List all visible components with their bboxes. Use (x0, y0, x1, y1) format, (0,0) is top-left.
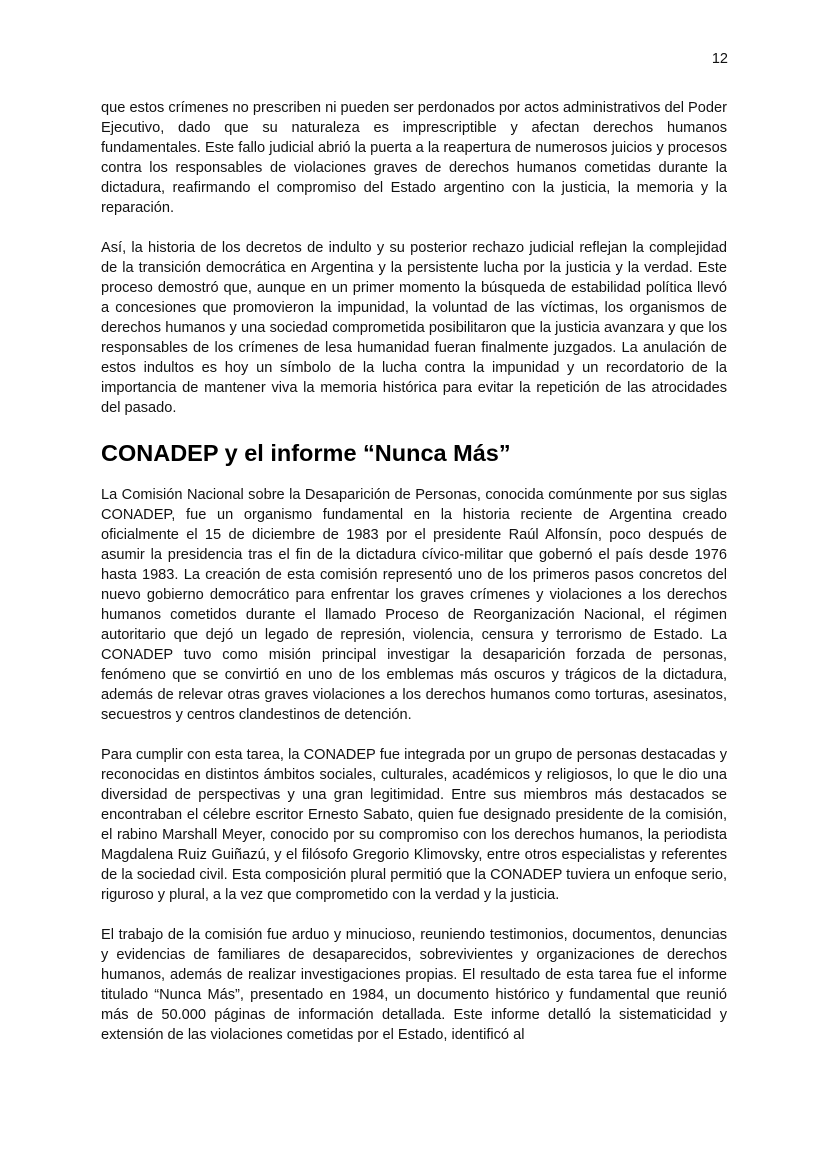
body-paragraph: La Comisión Nacional sobre la Desaparición de Personas, conocida comúnmente por sus siglas CONADEP, fue un organismo fundamental en la historia reciente de Argentina creado oficialmente el 15 de diciembre de 1983 por el presidente Raúl Alfonsín, poco después de asumir la presidencia tras el fin de la dictadura cívico-militar que gobernó el país desde 1976 hasta 1983. La creación de esta comisión representó uno de los primeros pasos concretos del nuevo gobierno democrático para enfrentar los graves crímenes y violaciones a los derechos humanos cometidos durante el llamado Proceso de Reorganización Nacional, el régimen autoritario que dejó un legado de represión, violencia, censura y terrorismo de Estado. La CONADEP tuvo como misión principal investigar la desaparición forzada de personas, fenómeno que se convirtió en uno de los emblemas más oscuros y trágicos de la dictadura, además de relevar otras graves violaciones a los derechos humanos como torturas, asesinatos, secuestros y centros clandestinos de detención. (101, 487, 727, 723)
body-paragraph: que estos crímenes no prescriben ni pueden ser perdonados por actos administrativos del Poder Ejecutivo, dado que su naturaleza es imprescriptible y afectan derechos humanos fundamentales. Este fallo judicial abrió la puerta a la reapertura de numerosos juicios y procesos contra los responsables de violaciones graves de derechos humanos cometidas durante la dictadura, reafirmando el compromiso del Estado argentino con la justicia, la memoria y la reparación. (101, 100, 727, 216)
body-paragraph: El trabajo de la comisión fue arduo y minucioso, reuniendo testimonios, documentos, denuncias y evidencias de familiares de desaparecidos, sobrevivientes y organizaciones de derechos humanos, además de realizar investigaciones propias. El resultado de esta tarea fue el informe titulado “Nunca Más”, presentado en 1984, un documento histórico y fundamental que reunió más de 50.000 páginas de información detallada. Este informe detalló la sistematicidad y extensión de las violaciones cometidas por el Estado, identificó al (101, 927, 727, 1043)
page-content (101, 98, 727, 1065)
page-number: 12 (711, 51, 728, 67)
body-paragraph: Así, la historia de los decretos de indulto y su posterior rechazo judicial reflejan la complejidad de la transición democrática en Argentina y la persistente lucha por la justicia y la verdad. Este proceso demostró que, aunque en un primer momento la búsqueda de estabilidad política llevó a concesiones que promovieron la impunidad, la voluntad de las víctimas, los organismos de derechos humanos y una sociedad comprometida posibilitaron que la justicia avanzara y que los responsables de los crímenes de lesa humanidad fueran finalmente juzgados. La anulación de estos indultos es hoy un símbolo de la lucha contra la impunidad y un recordatorio de la importancia de mantener viva la memoria histórica para evitar la repetición de las atrocidades del pasado. (101, 240, 727, 416)
section-heading: CONADEP y el informe “Nunca Más” (101, 440, 511, 466)
body-paragraph: Para cumplir con esta tarea, la CONADEP fue integrada por un grupo de personas destacadas y reconocidas en distintos ámbitos sociales, culturales, académicos y religiosos, lo que le dio una diversidad de perspectivas y una gran legitimidad. Entre sus miembros más destacados se encontraban el célebre escritor Ernesto Sabato, quien fue designado presidente de la comisión, el rabino Marshall Meyer, conocido por su compromiso con los derechos humanos, la periodista Magdalena Ruiz Guiñazú, y el filósofo Gregorio Klimovsky, entre otros especialistas y referentes de la sociedad civil. Esta composición plural permitió que la CONADEP tuviera un enfoque serio, riguroso y plural, a la vez que comprometido con la verdad y la justicia. (101, 747, 727, 903)
